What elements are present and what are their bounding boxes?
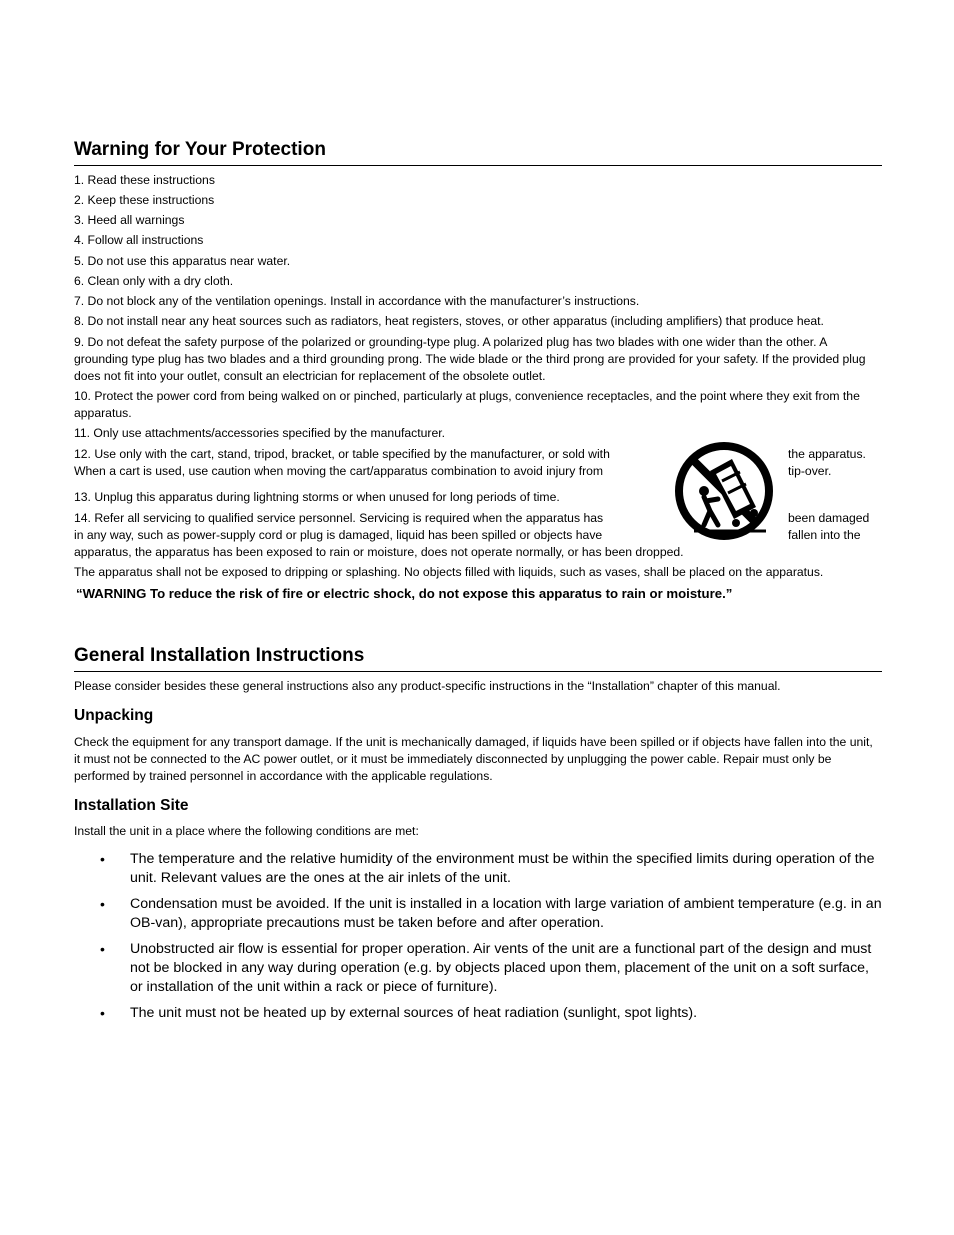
list-item-14-right: been damaged [788, 511, 870, 525]
unpacking-heading: Unpacking [74, 707, 154, 724]
list-item: 5. Do not use this apparatus near water. [74, 254, 291, 268]
list-item-14-right-cont: fallen into the [788, 528, 861, 542]
list-item: 2. Keep these instructions [74, 193, 215, 207]
cart-tip-over-warning-icon [674, 441, 778, 545]
list-item-12-right: the apparatus. [788, 447, 866, 461]
list-item-12-cont: When a cart is used, use caution when moving the cart/apparatus combination to avoid injury from [74, 464, 604, 478]
heading-rule [74, 671, 882, 672]
bullet-text: The unit must not be heated up by external sources of heat radiation (sunlight, spot lights). [130, 1005, 698, 1021]
bold-warning: “WARNING To reduce the risk of fire or electric shock, do not expose this apparatus to rain or moisture.” [76, 586, 733, 601]
list-item [100, 850, 882, 888]
bullet-icon: • [100, 1005, 105, 1021]
heading-rule [74, 165, 882, 166]
list-item-13: 13. Unplug this apparatus during lightning storms or when unused for long periods of time. [74, 490, 560, 504]
list-item-14-line3: apparatus, the apparatus has been exposed to rain or moisture, does not operate normally, or has been dropped. [74, 545, 684, 559]
list-item-12-right-cont: tip-over. [788, 464, 832, 478]
installation-heading: General Installation Instructions [74, 645, 365, 666]
bullet-text: Unobstructed air flow is essential for proper operation. Air vents of the unit are a functional part of the design and must not be blocked in any way during operation (e.g. by objects placed upon them, placement of the unit on a soft surface, or installation of the unit within a rack or piece of furniture). [130, 941, 872, 995]
bullet-icon: • [100, 851, 105, 867]
list-item [100, 895, 882, 933]
installation-intro: Please consider besides these general instructions also any product-specific instructions in the “Installation” chapter of this manual. [74, 679, 781, 693]
list-item: 10. Protect the power cord from being walked on or pinched, particularly at plugs, convenience receptacles, and the point where they exit from the apparatus. [74, 389, 860, 420]
site-intro: Install the unit in a place where the following conditions are met: [74, 824, 419, 838]
list-item: 4. Follow all instructions [74, 233, 204, 247]
site-heading: Installation Site [74, 797, 189, 814]
list-item: 9. Do not defeat the safety purpose of the polarized or grounding-type plug. A polarized plug has two blades with one wider than the other. A grounding type plug has two blades and a third grounding prong. The wide blade or the third prong are provided for your safety. If the provided plug does not fit into your outlet, consult an electrician for replacement of the obsolete outlet. [74, 335, 866, 383]
warning-heading: Warning for Your Protection [74, 139, 326, 160]
bullet-icon: • [100, 896, 105, 912]
bullet-icon: • [100, 941, 105, 957]
unpacking-text: Check the equipment for any transport damage. If the unit is mechanically damaged, if liquids have been spilled or if objects have fallen into the unit, it must not be connected to the AC power outlet, or it must be immediately disconnected by unplugging the power cable. Repair must only be performed by trained personnel in accordance with the applicable regulations. [74, 735, 873, 783]
bullet-text: Condensation must be avoided. If the unit is installed in a location with large variation of ambient temperature (e.g. in an OB-van), appropriate precautions must be taken before and after operation. [130, 896, 882, 931]
list-item: 11. Only use attachments/accessories specified by the manufacturer. [74, 426, 446, 440]
list-item: 8. Do not install near any heat sources such as radiators, heat registers, stoves, or other apparatus (including amplifiers) that produce heat. [74, 314, 824, 328]
dripping-warning: The apparatus shall not be exposed to dripping or splashing. No objects filled with liquids, such as vases, shall be placed on the apparatus. [74, 565, 824, 579]
list-item [100, 1004, 882, 1023]
list-item-12: 12. Use only with the cart, stand, tripod, bracket, or table specified by the manufacturer, or sold with [74, 447, 610, 461]
list-item: 1. Read these instructions [74, 173, 215, 187]
list-item-14-cont: in any way, such as power-supply cord or plug is damaged, liquid has been spilled or objects have [74, 528, 603, 542]
list-item: 7. Do not block any of the ventilation openings. Install in accordance with the manufacturer’s instructions. [74, 294, 640, 308]
list-item: 6. Clean only with a dry cloth. [74, 274, 234, 288]
list-item [100, 940, 882, 997]
bullet-text: The temperature and the relative humidity of the environment must be within the specified limits during operation of the unit. Relevant values are the ones at the air inlets of the unit. [130, 851, 875, 886]
list-item: 3. Heed all warnings [74, 213, 185, 227]
list-item-14: 14. Refer all servicing to qualified service personnel. Servicing is required when the apparatus has [74, 511, 604, 525]
